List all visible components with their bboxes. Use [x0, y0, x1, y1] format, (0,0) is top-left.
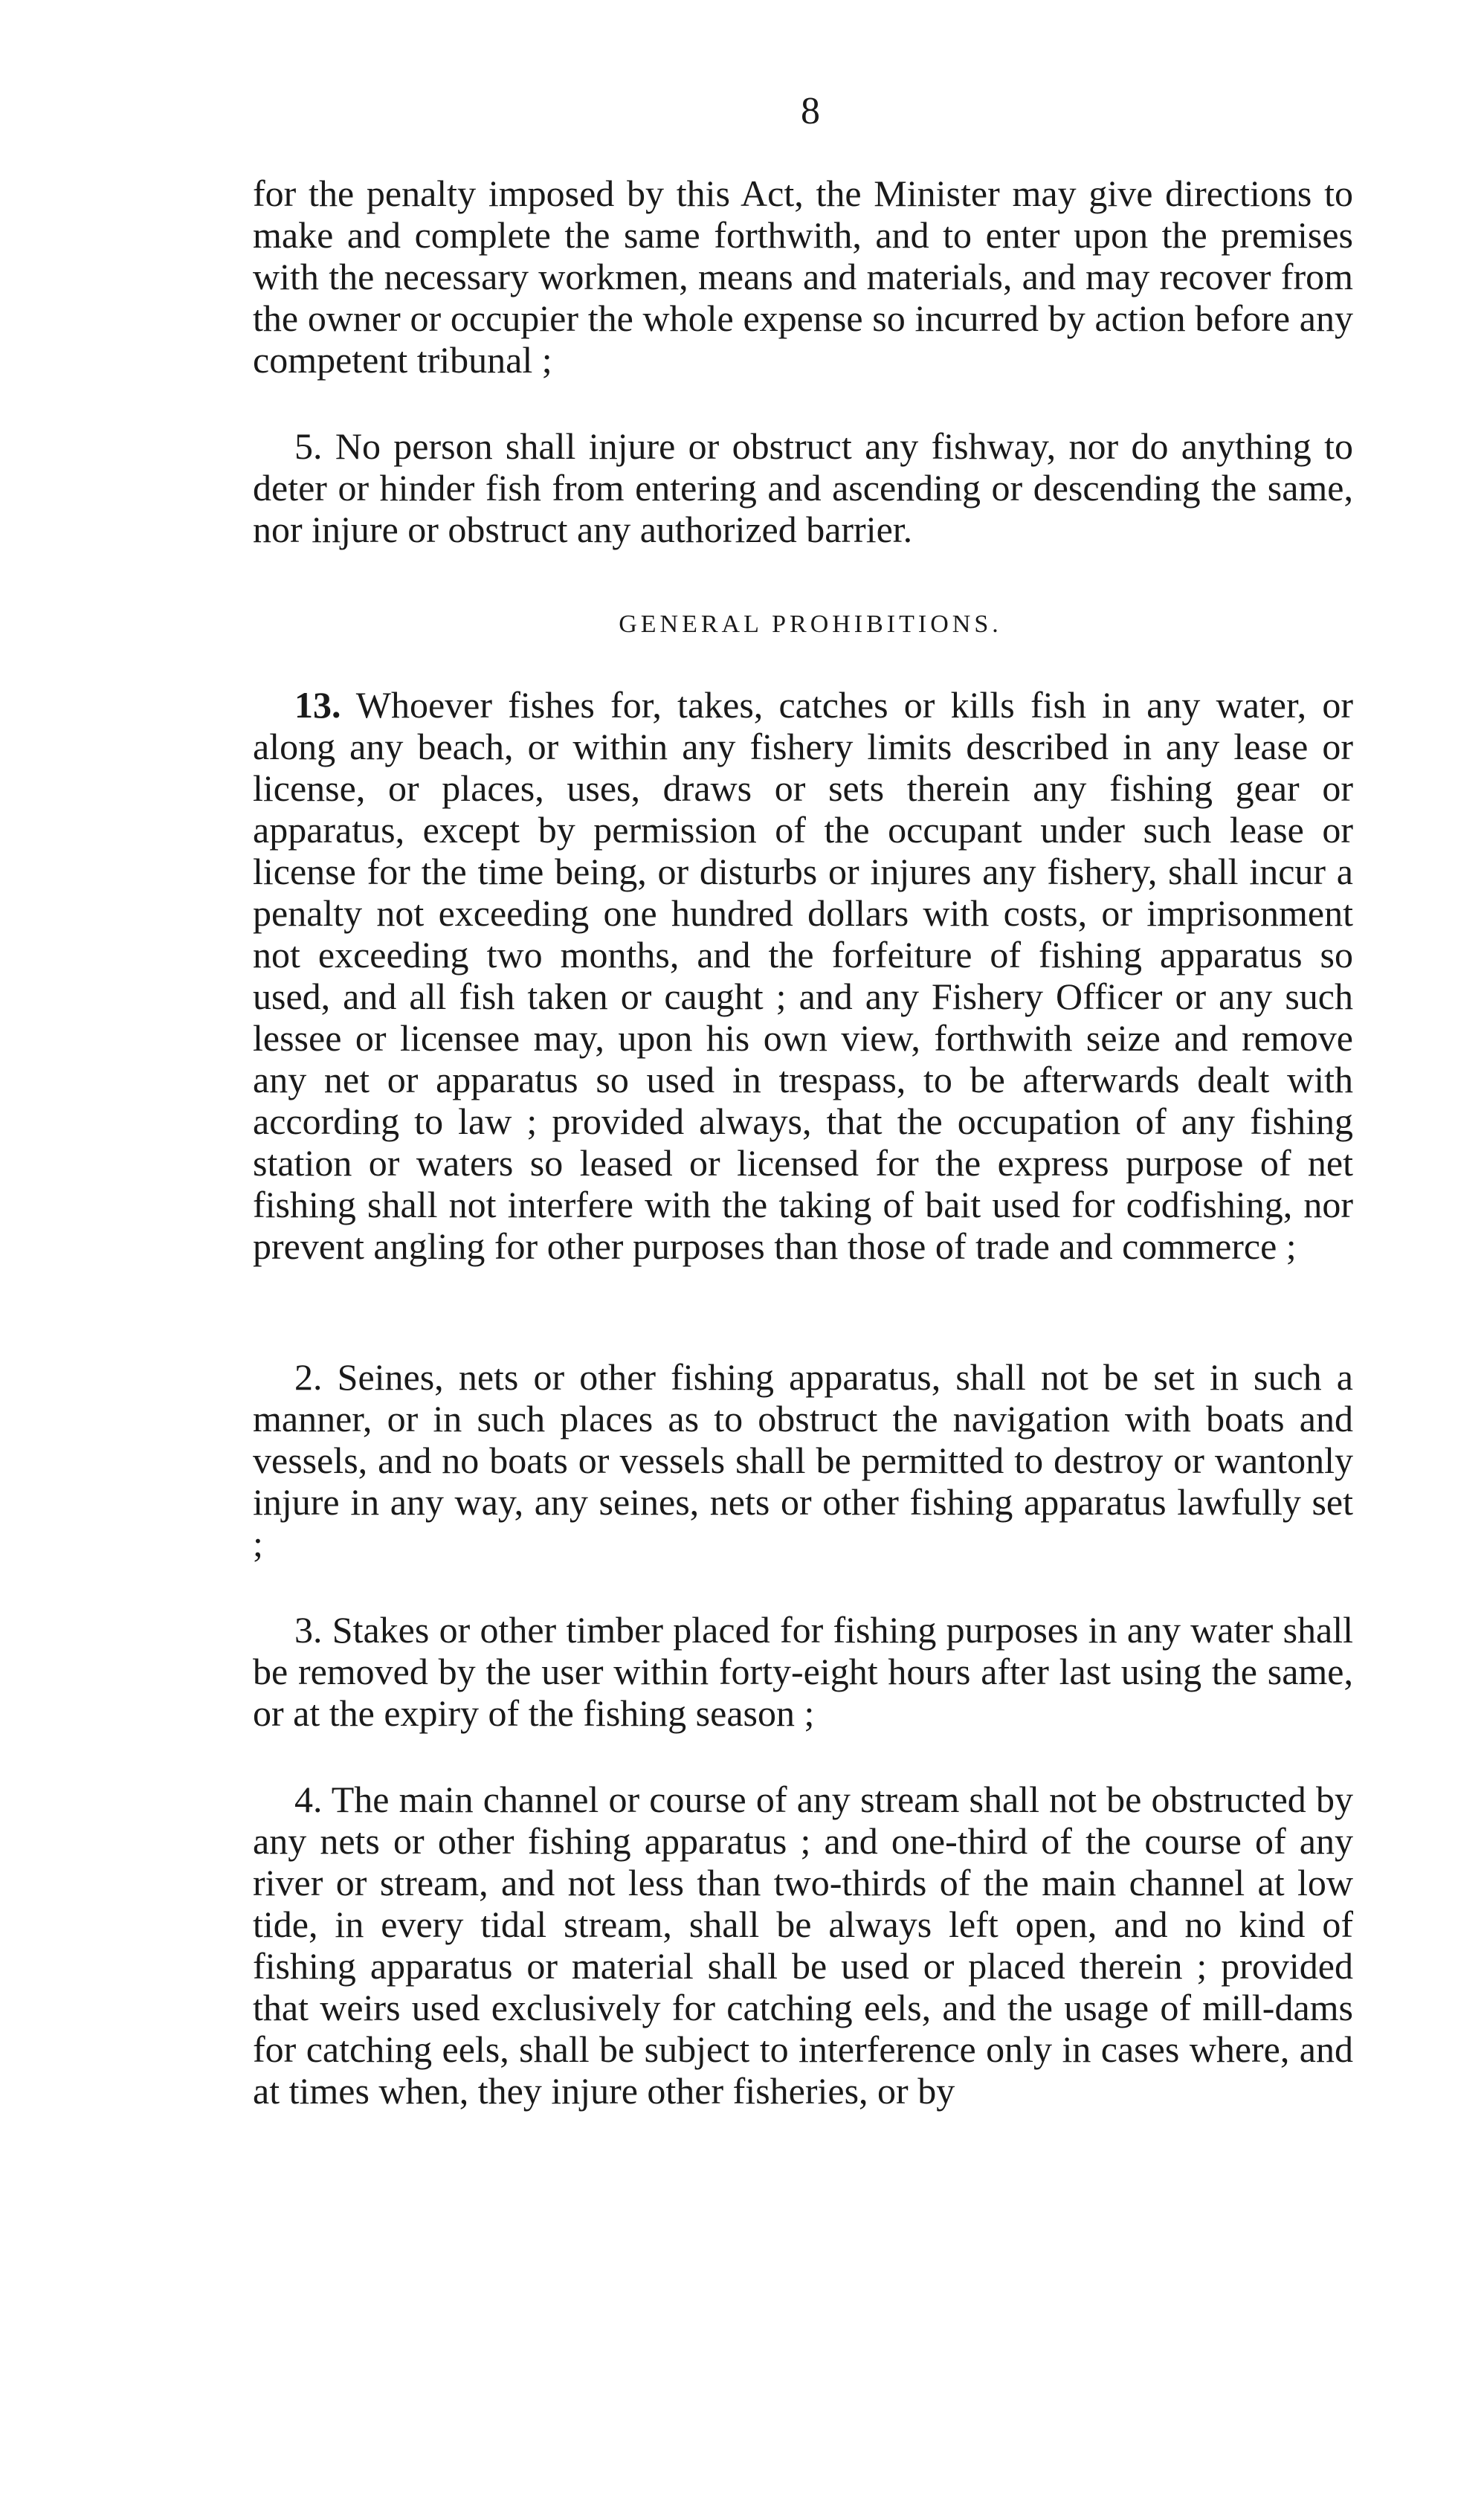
subsection-text: No person shall injure or obstruct any fishway, nor do anything to deter or hinder fish from entering and ascending or descending the same, nor injure or obstruct any authorized barrier.	[253, 425, 1354, 550]
paragraph-subsection-3	[253, 1609, 1353, 1734]
paragraph-gap	[253, 1564, 1353, 1609]
subsection-number: 3.	[294, 1609, 323, 1651]
paragraph-gap	[253, 1267, 1353, 1356]
section-heading: GENERAL PROHIBITIONS.	[619, 610, 1002, 638]
paragraph-gap	[253, 1734, 1353, 1779]
paragraph-subsection-5	[253, 425, 1353, 550]
heading-gap	[253, 639, 1353, 684]
section-text: Whoever fishes for, takes, catches or kills fish in any water, or along any beach, or within any fishery limits described in any lease or license, or places, uses, draws or sets therein any fishing gear or apparatus, except by permission of the occupant under such lease or license for the time being, or disturbs or injures any fishery, shall incur a penalty not exceeding one hundred dollars with costs, or imprisonment not exceeding two months, and the forfeiture of fishing apparatus so used, and all fish taken or caught ; and any Fishery Officer or any such lessee or licensee may, upon his own view, forthwith seize and remove any net or apparatus so used in trespass, to be afterwards dealt with according to law ; provided always, that the occupation of any fishing station or waters so leased or licensed for the express purpose of net fishing shall not interfere with the taking of bait used for codfishing, nor prevent angling for other purposes than those of trade and commerce ;	[253, 684, 1353, 1267]
paragraph-subsection-2	[253, 1356, 1353, 1564]
paragraph-section-13	[253, 684, 1353, 1267]
subsection-number: 5.	[294, 425, 323, 467]
paragraph-continuation: for the penalty imposed by this Act, the Minister may give directions to make and complete the same forthwith, and to enter upon the premises with the necessary workmen, means and materials, and may recover from the owner or occupier the whole expense so incurred by action before any competent tribunal ;	[253, 173, 1353, 381]
text-column	[253, 173, 1353, 2112]
subsection-text: Stakes or other timber placed for fishing purposes in any water shall be removed by the user within forty-eight hours after last using the same, or at the expiry of the fishing season ;	[253, 1609, 1354, 1734]
subsection-number: 4.	[294, 1779, 323, 1820]
paragraph-subsection-4	[253, 1779, 1353, 2112]
page-number: 8	[801, 90, 820, 132]
subsection-number: 2.	[294, 1356, 323, 1398]
subsection-text: The main channel or course of any stream shall not be obstructed by any nets or other fishing apparatus ; and one-third of the course of any river or stream, and not less than two-thirds of the main channel at low tide, in every tidal stream, shall be always left open, and no kind of fishing apparatus or material shall be used or placed therein ; provided that weirs used exclusively for catching eels, and the usage of mill-dams for catching eels, shall be subject to interference only in cases where, and at times when, they injure other fisheries, or by	[253, 1779, 1353, 2112]
heading-gap	[253, 550, 1353, 610]
subsection-text: Seines, nets or other fishing apparatus, shall not be set in such a manner, or in such places as to obstruct the navigation with boats and vessels, and no boats or vessels shall be permitted to destroy or wantonly injure in any way, any seines, nets or other fishing apparatus lawfully set ;	[253, 1356, 1354, 1564]
section-number: 13.	[294, 684, 341, 726]
paragraph-gap	[253, 381, 1353, 425]
